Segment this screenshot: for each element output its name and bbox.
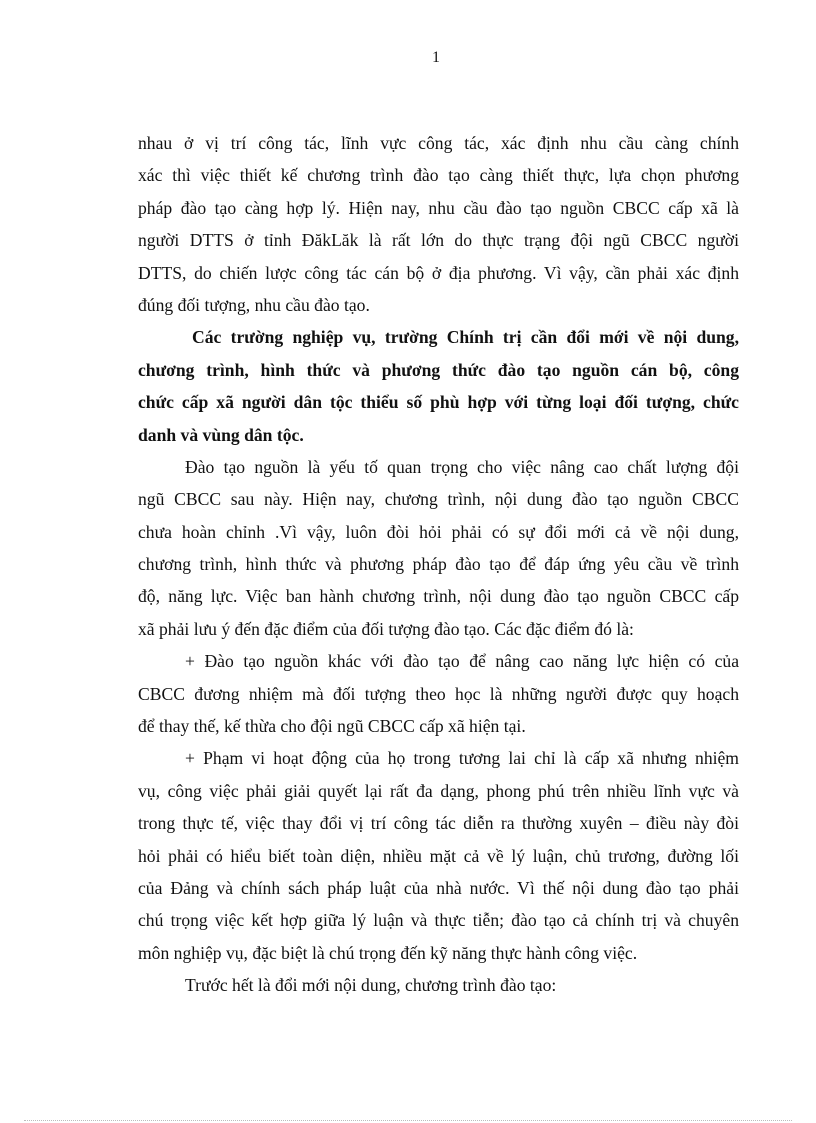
bullet-paragraph xyxy=(138,645,739,742)
text-line: Trước hết là đổi mới nội dung, chương trình đào tạo: xyxy=(185,975,557,996)
text-line: xã phải lưu ý đến đặc điểm của đối tượng đào tạo. Các đặc điểm đó là: xyxy=(138,618,634,639)
paragraph xyxy=(138,127,739,321)
paragraph xyxy=(138,451,739,645)
document-body xyxy=(138,127,739,1002)
text-line: danh và vùng dân tộc. xyxy=(138,424,304,445)
text-line: chương trình, hình thức và phương thức đào tạo nguồn cán bộ, công xyxy=(138,359,739,380)
text-line: của Đảng và chính sách pháp luật của nhà nước. Vì thế nội dung đào tạo phải xyxy=(138,877,739,898)
text-line: chức cấp xã người dân tộc thiểu số phù hợp với từng loại đối tượng, chức xyxy=(138,392,739,413)
text-line: xác thì việc thiết kế chương trình đào tạo càng thiết thực, lựa chọn phương xyxy=(138,165,739,186)
bold-paragraph xyxy=(138,321,739,451)
text-line: + Phạm vi hoạt động của họ trong tương lai chỉ là cấp xã nhưng nhiệm xyxy=(185,748,739,769)
text-line: Các trường nghiệp vụ, trường Chính trị cần đổi mới về nội dung, xyxy=(192,327,739,348)
page-bottom-rule xyxy=(24,1120,792,1121)
text-line: để thay thế, kế thừa cho đội ngũ CBCC cấp xã hiện tại. xyxy=(138,716,526,737)
text-line: chưa hoàn chỉnh .Vì vậy, luôn đòi hỏi phải có sự đổi mới cả về nội dung, xyxy=(138,521,739,542)
text-line: hỏi phải có hiểu biết toàn diện, nhiều mặt cả về lý luận, chủ trương, đường lối xyxy=(138,845,739,866)
text-line: ngũ CBCC sau này. Hiện nay, chương trình, nội dung đào tạo nguồn CBCC xyxy=(138,489,739,510)
text-line: DTTS, do chiến lược công tác cán bộ ở địa phương. Vì vậy, cần phải xác định xyxy=(138,262,739,283)
page-number: 1 xyxy=(432,49,440,66)
text-line: đúng đối tượng, nhu cầu đào tạo. xyxy=(138,294,370,315)
text-line: nhau ở vị trí công tác, lĩnh vực công tác, xác định nhu cầu càng chính xyxy=(138,133,739,153)
text-line: chú trọng việc kết hợp giữa lý luận và thực tiễn; đào tạo cả chính trị và chuyên xyxy=(138,910,739,931)
text-line: chương trình, hình thức và phương pháp đào tạo để đáp ứng yêu cầu về trình xyxy=(138,554,739,575)
text-line: người DTTS ở tỉnh ĐăkLăk là rất lớn do thực trạng đội ngũ CBCC người xyxy=(138,230,739,251)
text-line: Đào tạo nguồn là yếu tố quan trọng cho việc nâng cao chất lượng đội xyxy=(185,456,739,477)
text-line: + Đào tạo nguồn khác với đào tạo để nâng cao năng lực hiện có của xyxy=(185,651,739,672)
text-line: độ, năng lực. Việc ban hành chương trình, nội dung đào tạo nguồn CBCC cấp xyxy=(138,586,739,607)
bullet-paragraph xyxy=(138,742,739,969)
text-line: pháp đào tạo càng hợp lý. Hiện nay, nhu cầu đào tạo nguồn CBCC cấp xã là xyxy=(138,197,739,218)
text-line: trong thực tế, việc thay đổi vị trí công tác diễn ra thường xuyên – điều này đòi xyxy=(138,813,739,834)
text-line: CBCC đương nhiệm mà đối tượng theo học là những người được quy hoạch xyxy=(138,683,739,704)
text-line: vụ, công việc phải giải quyết lại rất đa dạng, phong phú trên nhiều lĩnh vực và xyxy=(138,780,739,801)
paragraph xyxy=(138,969,739,1001)
text-line: môn nghiệp vụ, đặc biệt là chú trọng đến kỹ năng thực hành công việc. xyxy=(138,942,638,963)
